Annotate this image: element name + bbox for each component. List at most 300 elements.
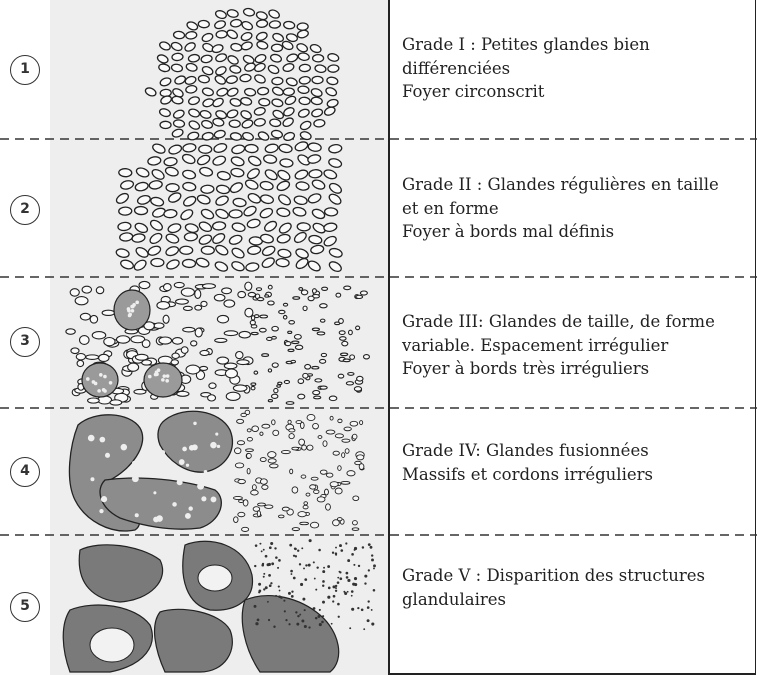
single-cell xyxy=(302,598,305,601)
gland xyxy=(297,222,310,231)
gland xyxy=(201,54,213,63)
grade-2-line-3: Foyer à bords mal définis xyxy=(402,222,615,241)
gland xyxy=(80,336,90,345)
single-cell xyxy=(257,618,260,621)
single-cell xyxy=(339,577,342,580)
grade-2-line-1: Grade II : Glandes régulières en taille xyxy=(402,175,719,194)
small-gland xyxy=(288,420,291,424)
grade-5-masses xyxy=(63,539,376,672)
small-gland xyxy=(320,470,327,474)
single-cell xyxy=(258,583,261,586)
gland xyxy=(201,119,214,129)
gland xyxy=(339,331,345,335)
grade-1-line-3: Foyer circonscrit xyxy=(402,82,545,101)
gland xyxy=(118,222,132,231)
small-gland xyxy=(301,475,306,478)
gland xyxy=(202,284,215,289)
gland xyxy=(226,87,239,98)
single-cell xyxy=(347,559,350,562)
single-cell xyxy=(367,600,369,602)
gland xyxy=(339,319,344,324)
gland xyxy=(182,182,196,192)
gland xyxy=(171,128,184,138)
gland xyxy=(173,31,185,39)
gland xyxy=(195,328,202,337)
gland xyxy=(283,88,294,96)
lumen xyxy=(211,496,217,502)
gland xyxy=(360,291,367,295)
small-gland xyxy=(307,414,315,420)
single-cell xyxy=(357,607,359,609)
gland xyxy=(230,246,245,260)
gland xyxy=(328,247,343,258)
gland xyxy=(96,287,103,294)
gland xyxy=(271,44,282,51)
gland xyxy=(240,74,252,82)
grade-3-line-1: Grade III: Glandes de taille, de forme xyxy=(402,312,715,331)
single-cell xyxy=(335,590,337,592)
gland xyxy=(257,130,270,142)
lumen xyxy=(154,373,158,377)
gland xyxy=(276,168,291,182)
single-cell xyxy=(280,596,283,599)
gland xyxy=(312,328,319,331)
gland xyxy=(163,315,169,323)
gland xyxy=(286,402,294,405)
gland xyxy=(226,75,238,84)
gland xyxy=(158,40,171,51)
single-cell xyxy=(294,548,296,550)
gland xyxy=(115,248,129,259)
gland xyxy=(271,394,277,398)
single-cell xyxy=(358,565,360,567)
gland xyxy=(357,376,363,381)
lumen xyxy=(131,309,135,313)
gland xyxy=(289,321,295,324)
single-cell xyxy=(275,556,278,559)
single-cell xyxy=(269,584,272,587)
small-gland xyxy=(323,441,327,447)
gland xyxy=(320,386,327,389)
gland xyxy=(307,259,322,273)
small-gland xyxy=(338,466,342,471)
single-cell xyxy=(313,607,316,610)
small-gland xyxy=(233,496,242,499)
gland xyxy=(229,120,240,128)
gland xyxy=(312,366,319,368)
single-cell xyxy=(309,539,312,542)
gland xyxy=(276,179,291,192)
gland xyxy=(293,230,308,244)
gland xyxy=(268,400,272,402)
small-gland xyxy=(235,463,243,468)
grade-5-number: 5 xyxy=(10,592,40,622)
gland xyxy=(313,391,320,395)
gland xyxy=(356,295,363,298)
small-gland xyxy=(238,479,245,483)
single-cell xyxy=(351,608,354,611)
gland xyxy=(279,310,285,313)
gland xyxy=(158,63,170,73)
gland xyxy=(128,363,139,371)
gland xyxy=(242,204,257,217)
gland xyxy=(354,387,361,391)
gland xyxy=(88,398,100,403)
small-gland xyxy=(251,490,259,495)
gland xyxy=(247,245,261,255)
single-cell xyxy=(291,590,293,592)
gland xyxy=(102,310,114,315)
lumen xyxy=(150,419,154,423)
gland xyxy=(311,97,323,106)
small-gland xyxy=(292,447,299,450)
gland xyxy=(364,355,370,359)
single-cell xyxy=(297,615,299,617)
gland xyxy=(251,316,254,320)
gland xyxy=(181,347,188,354)
grade-4-number: 4 xyxy=(10,457,40,487)
small-gland xyxy=(257,511,260,517)
gland xyxy=(214,65,227,77)
gland xyxy=(259,328,266,332)
lumen xyxy=(132,475,139,482)
single-cell xyxy=(340,549,343,552)
single-cell xyxy=(343,591,345,593)
gland xyxy=(269,118,281,127)
gland xyxy=(164,209,178,218)
gland xyxy=(303,306,307,310)
lumen xyxy=(185,513,191,519)
gland xyxy=(147,156,161,166)
small-gland xyxy=(299,439,305,445)
single-cell xyxy=(347,579,350,582)
gland xyxy=(209,383,216,388)
gland xyxy=(245,144,258,153)
lumen xyxy=(182,447,187,452)
gland xyxy=(276,207,290,217)
gland xyxy=(294,247,309,260)
gland xyxy=(227,9,239,18)
gland xyxy=(312,76,323,83)
gland xyxy=(172,53,184,61)
gland xyxy=(283,21,295,29)
lumen xyxy=(153,491,156,494)
gland xyxy=(256,288,261,291)
single-cell xyxy=(297,550,299,552)
single-cell xyxy=(271,562,274,565)
gland xyxy=(217,170,231,181)
gland xyxy=(297,108,310,119)
gland xyxy=(282,106,295,118)
small-gland xyxy=(311,477,318,480)
gland xyxy=(349,330,353,334)
gland xyxy=(311,208,326,221)
single-cell xyxy=(322,601,325,604)
small-gland xyxy=(247,429,251,432)
small-gland xyxy=(342,453,345,458)
gland xyxy=(268,285,272,289)
single-cell xyxy=(274,547,276,549)
single-cell xyxy=(289,544,292,547)
small-gland xyxy=(352,521,357,525)
single-cell xyxy=(265,555,268,558)
gland xyxy=(240,109,253,120)
single-cell xyxy=(316,566,318,568)
single-cell xyxy=(315,589,317,591)
gland xyxy=(293,297,300,300)
gland xyxy=(200,208,215,221)
gland xyxy=(184,75,197,85)
gland xyxy=(325,86,338,97)
single-cell xyxy=(259,543,261,545)
gland xyxy=(327,53,339,63)
gland xyxy=(201,246,214,254)
gland xyxy=(244,88,256,97)
gland xyxy=(181,288,194,296)
gland xyxy=(186,20,199,31)
gland xyxy=(348,372,354,375)
single-cell xyxy=(295,555,297,557)
lumen xyxy=(81,515,85,519)
single-cell xyxy=(332,552,334,554)
gland xyxy=(314,119,326,127)
single-cell xyxy=(259,590,262,593)
single-cell xyxy=(354,549,356,551)
gland xyxy=(307,192,322,204)
small-gland xyxy=(360,421,363,425)
single-cell xyxy=(275,595,277,597)
grade-3-line-3: Foyer à bords très irréguliers xyxy=(402,359,650,378)
single-cell xyxy=(323,567,325,569)
single-cell xyxy=(347,591,349,593)
small-gland xyxy=(260,479,267,484)
single-cell xyxy=(322,585,324,587)
gland xyxy=(184,232,198,241)
gland xyxy=(119,232,133,241)
lumen xyxy=(172,502,177,507)
gland xyxy=(172,353,179,358)
gland xyxy=(321,353,326,356)
gland xyxy=(110,400,122,405)
gland xyxy=(180,246,193,254)
gland xyxy=(185,62,198,72)
gland xyxy=(298,86,310,94)
gland xyxy=(177,391,189,396)
gland xyxy=(285,342,291,346)
gland xyxy=(342,341,348,346)
single-cell xyxy=(255,622,258,625)
small-gland xyxy=(313,423,319,428)
lumen xyxy=(161,378,165,382)
gland xyxy=(131,233,145,243)
single-cell xyxy=(352,583,355,586)
single-cell xyxy=(317,615,320,618)
gland xyxy=(164,166,179,177)
small-gland xyxy=(289,434,294,439)
gland xyxy=(256,20,268,28)
single-cell xyxy=(370,546,373,549)
grade-4-description xyxy=(402,439,747,486)
single-cell xyxy=(363,628,365,630)
grade-2-glands xyxy=(115,140,343,273)
gland xyxy=(229,181,244,195)
small-gland xyxy=(241,413,247,416)
gland xyxy=(159,337,172,344)
small-gland xyxy=(342,439,350,442)
single-cell xyxy=(304,609,306,611)
single-cell xyxy=(361,608,364,611)
small-gland xyxy=(335,488,342,494)
gland xyxy=(226,54,239,66)
single-cell xyxy=(322,580,325,583)
gland xyxy=(272,336,277,339)
gland xyxy=(196,154,211,167)
gland xyxy=(115,192,130,206)
lumen xyxy=(165,379,169,383)
gland xyxy=(148,231,163,245)
gland xyxy=(222,288,232,294)
single-cell xyxy=(291,573,293,575)
gland xyxy=(150,168,165,182)
small-gland xyxy=(324,489,328,495)
gland xyxy=(323,235,338,248)
lumen xyxy=(102,388,106,392)
grade-3-description xyxy=(402,310,747,381)
single-cell xyxy=(268,619,270,621)
small-gland xyxy=(268,459,276,463)
lumen xyxy=(162,374,166,378)
lumen xyxy=(127,307,131,311)
single-cell xyxy=(346,576,349,579)
gland xyxy=(238,291,246,297)
gland xyxy=(233,198,247,208)
gland xyxy=(299,120,312,131)
small-gland xyxy=(258,503,266,506)
lumen xyxy=(226,514,231,519)
gland xyxy=(311,178,326,190)
gland xyxy=(254,53,267,64)
single-cell xyxy=(304,625,307,628)
gland xyxy=(159,108,172,118)
gland xyxy=(283,131,296,142)
single-cell xyxy=(368,543,371,546)
gland xyxy=(225,369,237,378)
gland xyxy=(90,315,97,323)
lumen xyxy=(193,422,196,425)
gland xyxy=(284,95,297,106)
gland xyxy=(297,23,308,31)
small-gland xyxy=(265,505,273,509)
grade-2-description xyxy=(402,173,747,244)
small-gland xyxy=(270,464,279,468)
gland xyxy=(243,8,255,17)
gland xyxy=(233,385,247,391)
gland xyxy=(71,348,79,354)
small-gland xyxy=(234,517,239,523)
single-cell xyxy=(270,542,273,545)
lumen xyxy=(215,433,218,436)
lumen xyxy=(217,445,220,448)
gland xyxy=(151,258,164,266)
gland xyxy=(92,332,105,339)
lumen xyxy=(157,368,161,372)
gland xyxy=(198,220,213,233)
gland xyxy=(224,363,237,369)
small-gland xyxy=(298,512,306,517)
single-cell xyxy=(254,605,257,608)
gland xyxy=(328,182,343,196)
small-gland xyxy=(333,520,340,526)
small-gland xyxy=(350,421,358,426)
single-cell xyxy=(373,567,375,569)
gland xyxy=(260,315,268,318)
single-cell xyxy=(327,565,330,568)
single-cell xyxy=(319,623,322,626)
gland xyxy=(176,299,189,304)
gland xyxy=(326,76,338,85)
gland xyxy=(291,360,295,362)
single-cell xyxy=(339,571,341,573)
gland xyxy=(269,20,281,28)
gland xyxy=(272,77,283,85)
single-cell xyxy=(318,549,321,552)
small-gland xyxy=(260,458,266,462)
gland xyxy=(341,353,348,356)
gland xyxy=(237,360,249,365)
gland xyxy=(216,184,230,194)
small-gland xyxy=(247,453,252,458)
single-cell xyxy=(335,587,337,589)
gland xyxy=(104,338,115,346)
small-gland xyxy=(282,507,289,511)
single-cell xyxy=(371,559,374,562)
gland xyxy=(172,109,185,120)
gland xyxy=(188,108,201,118)
gland xyxy=(282,62,295,72)
small-gland xyxy=(335,434,343,438)
single-cell xyxy=(273,625,275,627)
small-gland xyxy=(252,426,259,432)
gland xyxy=(211,43,224,53)
single-cell xyxy=(331,623,333,625)
single-cell xyxy=(295,611,297,613)
gland xyxy=(277,248,291,258)
lumen xyxy=(197,483,204,490)
gland xyxy=(200,366,208,370)
gland xyxy=(248,292,255,296)
gland xyxy=(217,315,228,322)
gland xyxy=(279,143,293,153)
gland xyxy=(214,243,229,256)
gland xyxy=(226,28,239,40)
gland xyxy=(240,31,253,42)
single-cell xyxy=(367,619,370,622)
lumen xyxy=(105,453,110,458)
lumen xyxy=(99,373,103,377)
gland xyxy=(255,31,268,42)
gland xyxy=(338,374,344,378)
gland xyxy=(254,371,258,374)
gland xyxy=(312,289,316,294)
lumen xyxy=(109,381,113,385)
gland xyxy=(199,109,212,119)
single-cell xyxy=(265,586,268,589)
small-gland xyxy=(290,469,293,474)
gland xyxy=(251,386,255,389)
gland xyxy=(228,234,243,246)
gland xyxy=(298,52,310,61)
small-gland xyxy=(289,429,295,432)
